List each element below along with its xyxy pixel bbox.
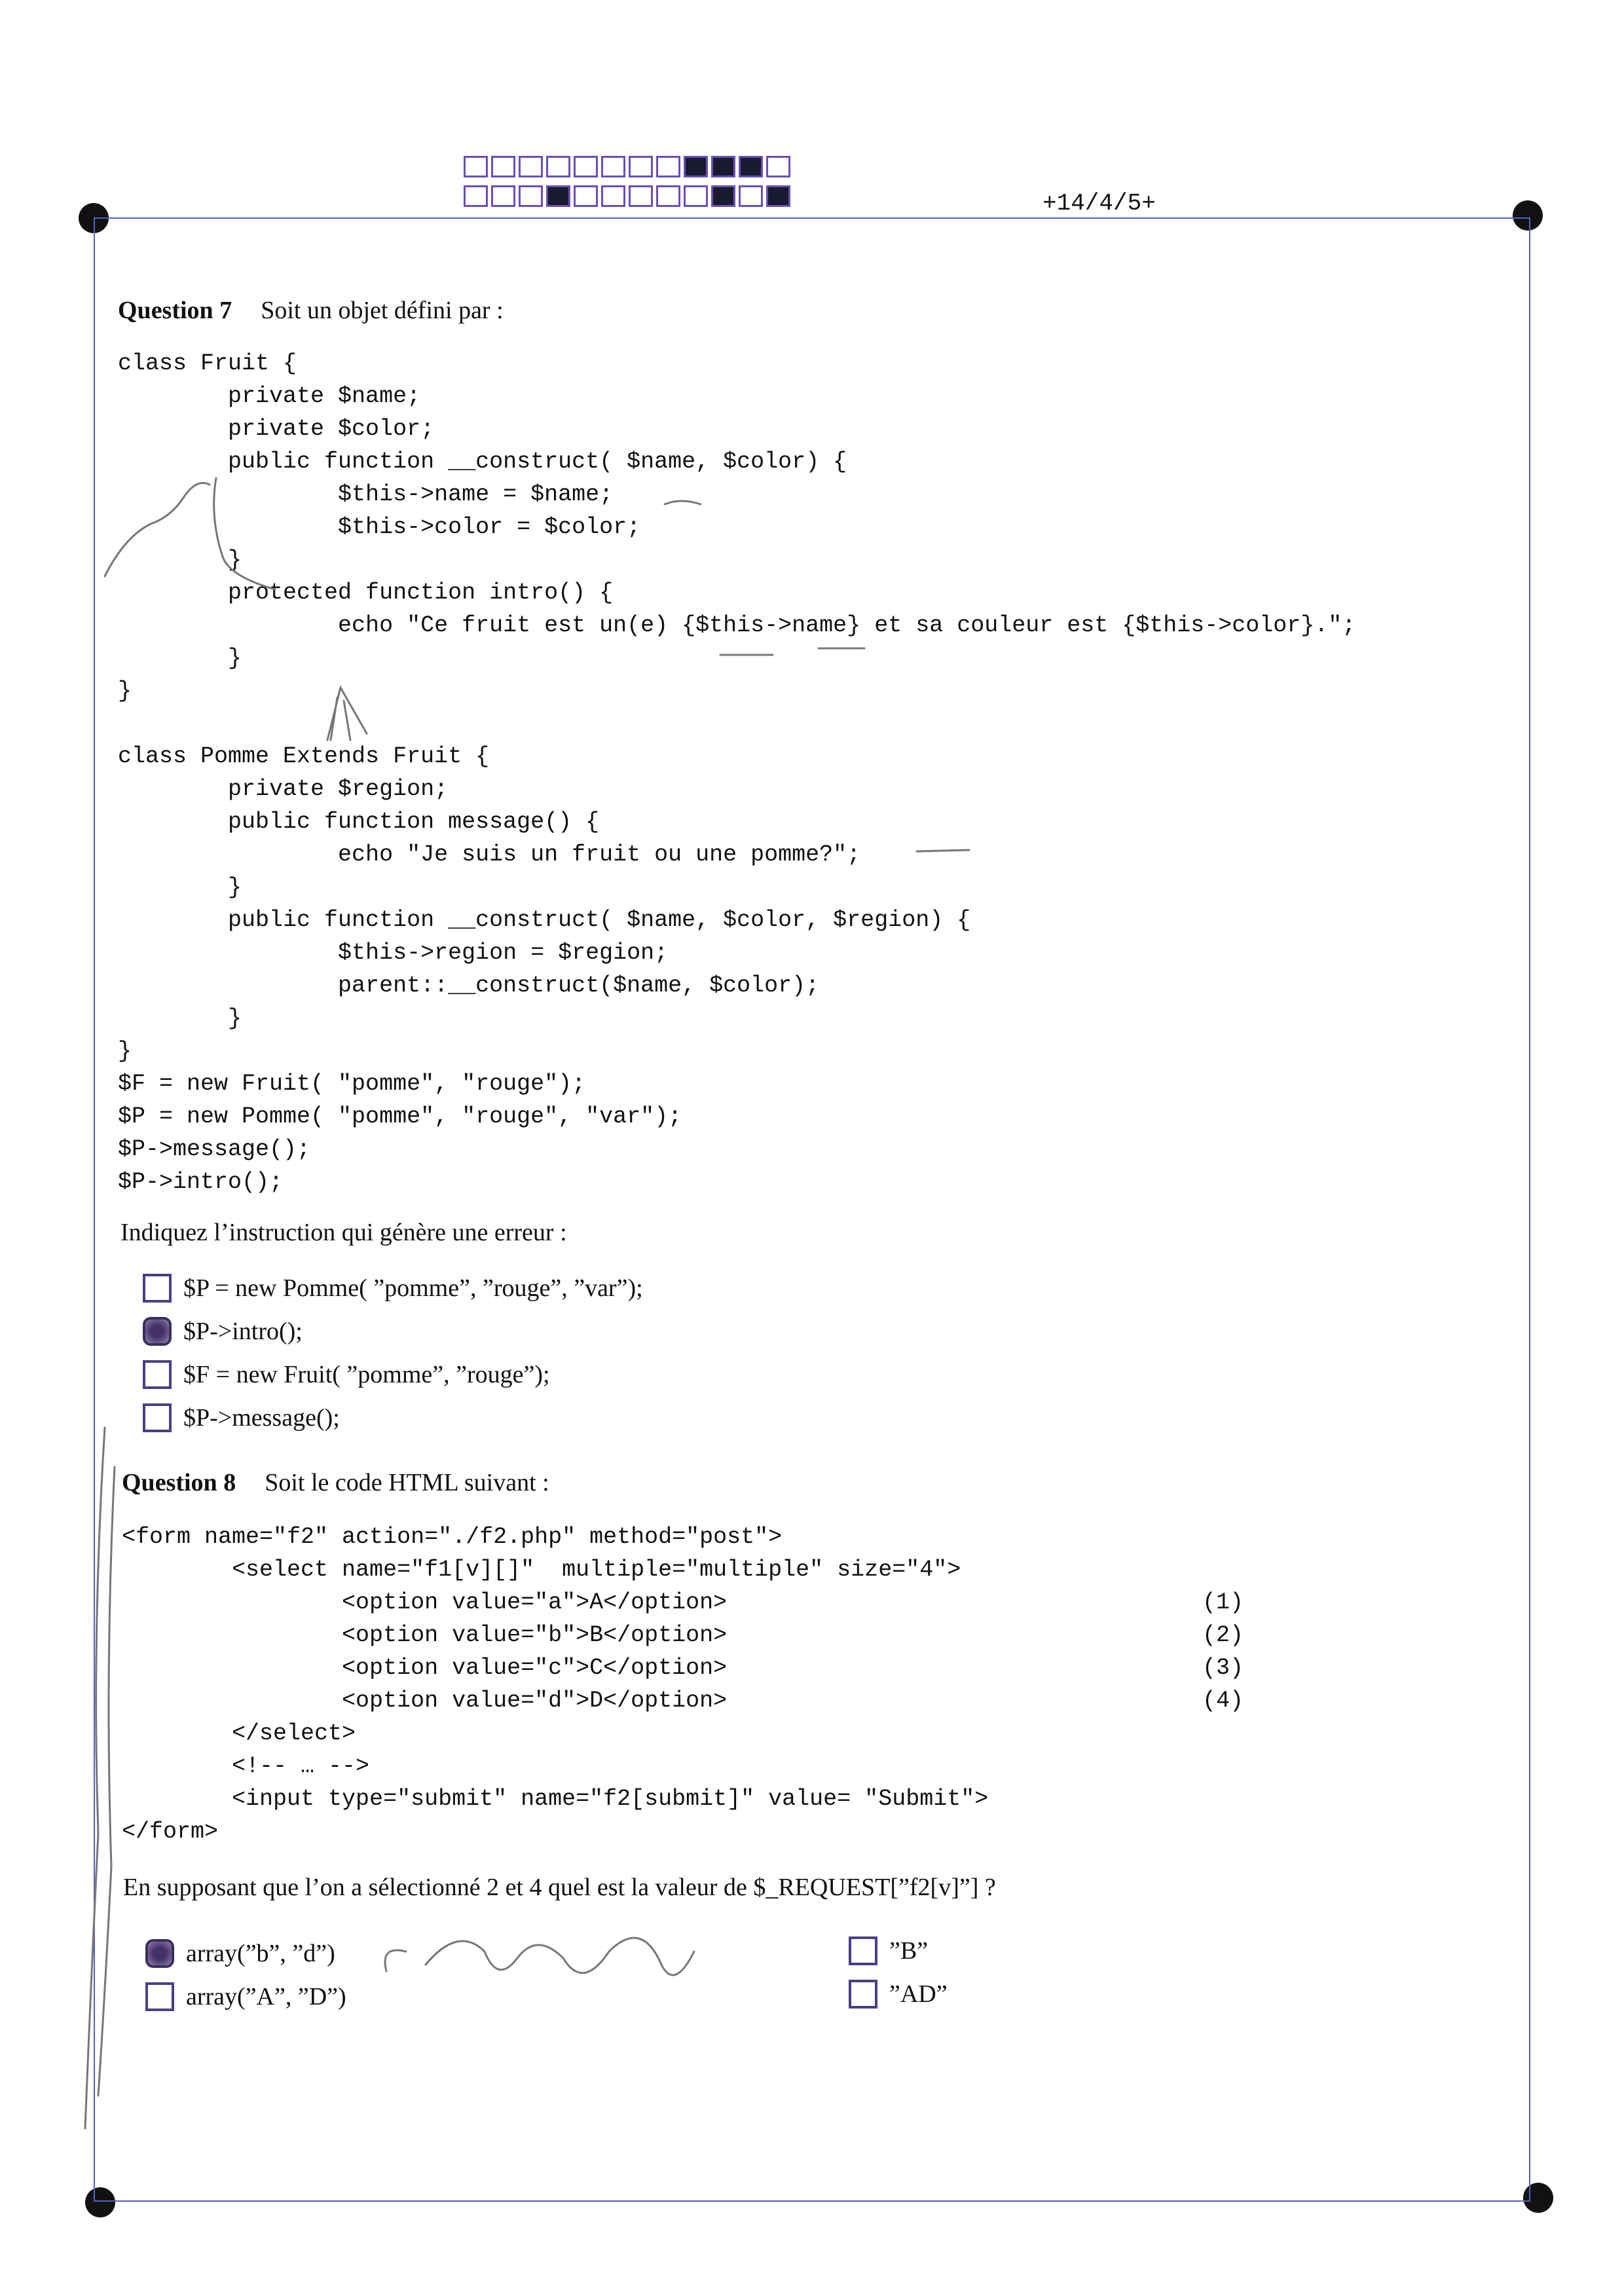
code-line: <select name="f1[v][]" multiple="multiple" size="4"> xyxy=(122,1557,961,1583)
option-label: $P->intro(); xyxy=(183,1318,303,1345)
checkbox-unchecked[interactable] xyxy=(849,1980,877,2009)
id-cell xyxy=(574,156,598,177)
question-8-header xyxy=(122,1468,549,1497)
question-8-title: Soit le code HTML suivant : xyxy=(265,1469,549,1496)
code-line: protected function intro() { xyxy=(118,580,614,606)
id-cell xyxy=(491,185,515,207)
code-line: $P->intro(); xyxy=(118,1169,284,1195)
code-line: public function __construct( $name, $color) { xyxy=(118,449,847,475)
answer-option[interactable] xyxy=(143,1267,643,1310)
checkbox-unchecked[interactable] xyxy=(143,1360,172,1389)
code-line: <option value="a">A</option> xyxy=(122,1589,728,1616)
checkbox-unchecked[interactable] xyxy=(143,1274,172,1303)
id-cell xyxy=(601,156,625,177)
code-line: $F = new Fruit( "pomme", "rouge"); xyxy=(118,1071,586,1097)
option-label: $F = new Fruit( ”pomme”, ”rouge”); xyxy=(183,1361,550,1388)
id-cell xyxy=(546,156,570,177)
code-line: parent::__construct($name, $color); xyxy=(118,972,820,999)
question-7-prompt: Indiquez l’instruction qui génère une erreur : xyxy=(120,1219,567,1246)
code-line: <option value="d">D</option> xyxy=(122,1688,728,1714)
line-number-label: (2) xyxy=(1202,1622,1244,1648)
id-cell xyxy=(491,156,515,177)
code-line: private $color; xyxy=(118,416,435,442)
id-cell xyxy=(711,185,735,207)
code-line: </select> xyxy=(122,1720,356,1747)
id-cell xyxy=(656,185,680,207)
line-number-label: (4) xyxy=(1202,1688,1244,1714)
code-line: } xyxy=(118,678,132,704)
option-label: $P = new Pomme( ”pomme”, ”rouge”, ”var”); xyxy=(183,1274,643,1302)
code-line: class Pomme Extends Fruit { xyxy=(118,743,490,769)
code-line: echo "Ce fruit est un(e) {$this->name} et sa couleur est {$this->color}."; xyxy=(118,612,1356,639)
id-cell xyxy=(629,156,653,177)
code-line: $P = new Pomme( "pomme", "rouge", "var"); xyxy=(118,1103,682,1130)
code-line: $this->region = $region; xyxy=(118,940,669,966)
code-line: <option value="c">C</option> xyxy=(122,1655,728,1681)
id-cell xyxy=(711,156,735,177)
id-cell xyxy=(546,185,570,207)
id-cell xyxy=(684,156,708,177)
id-cell xyxy=(684,185,708,207)
code-line: } xyxy=(118,645,242,671)
answer-option[interactable] xyxy=(143,1310,643,1353)
question-7-code xyxy=(118,347,1356,1198)
code-line: } xyxy=(118,547,242,573)
checkbox-unchecked[interactable] xyxy=(143,1403,172,1432)
answer-option[interactable] xyxy=(145,1932,346,1975)
option-label: ”AD” xyxy=(889,1980,948,2008)
question-8-options-left xyxy=(145,1932,346,2018)
question-8-prompt: En supposant que l’on a sélectionné 2 et 4 quel est la valeur de $_REQUEST[”f2[v]”] ? xyxy=(123,1874,996,1901)
page-code: +14/4/5+ xyxy=(1043,190,1156,217)
checkbox-unchecked[interactable] xyxy=(849,1936,877,1965)
line-number-label: (3) xyxy=(1202,1655,1244,1681)
checkbox-checked[interactable] xyxy=(145,1939,174,1968)
code-line xyxy=(118,707,1356,740)
question-7-title: Soit un objet défini par : xyxy=(261,297,504,324)
code-line: <input type="submit" name="f2[submit]" value= "Submit"> xyxy=(122,1786,989,1812)
code-line: } xyxy=(118,1005,242,1031)
code-line: <!-- … --> xyxy=(122,1753,370,1779)
question-7-label: Question 7 xyxy=(118,297,232,324)
code-line: <form name="f2" action="./f2.php" method="post"> xyxy=(122,1524,783,1550)
code-line: $P->message(); xyxy=(118,1136,311,1162)
code-line: echo "Je suis un fruit ou une pomme?"; xyxy=(118,842,861,868)
checkbox-unchecked[interactable] xyxy=(145,1982,174,2011)
code-line: $this->name = $name; xyxy=(118,481,614,508)
id-cell xyxy=(519,185,543,207)
checkbox-checked[interactable] xyxy=(143,1317,172,1346)
id-cell xyxy=(464,156,488,177)
id-cell xyxy=(766,185,790,207)
option-line-numbers xyxy=(1202,1586,1244,1717)
id-cell xyxy=(739,156,763,177)
option-label: array(”b”, ”d”) xyxy=(186,1940,335,1967)
question-8-code xyxy=(122,1521,988,1848)
answer-option[interactable] xyxy=(143,1396,643,1439)
answer-option[interactable] xyxy=(849,1972,948,2016)
answer-option[interactable] xyxy=(143,1353,643,1396)
question-8-options-right xyxy=(849,1929,948,2016)
question-8-label: Question 8 xyxy=(122,1469,236,1496)
question-7-header xyxy=(118,296,504,325)
code-line: } xyxy=(118,1038,132,1064)
line-number-label: (1) xyxy=(1202,1589,1244,1616)
id-row-1 xyxy=(464,156,794,177)
id-cell xyxy=(766,156,790,177)
id-row-2 xyxy=(464,185,794,207)
answer-option[interactable] xyxy=(849,1929,948,1972)
option-label: ”B” xyxy=(889,1937,929,1965)
option-label: $P->message(); xyxy=(183,1404,340,1432)
student-id-grid xyxy=(464,156,794,207)
option-label: array(”A”, ”D”) xyxy=(186,1983,346,2010)
id-cell xyxy=(464,185,488,207)
id-cell xyxy=(629,185,653,207)
code-line: private $region; xyxy=(118,776,449,802)
id-cell xyxy=(739,185,763,207)
code-line: class Fruit { xyxy=(118,350,297,377)
id-cell xyxy=(656,156,680,177)
question-7-options xyxy=(143,1267,643,1439)
code-line: <option value="b">B</option> xyxy=(122,1622,728,1648)
code-line: public function message() { xyxy=(118,809,600,835)
code-line: public function __construct( $name, $color, $region) { xyxy=(118,907,971,933)
code-line: } xyxy=(118,874,242,900)
id-cell xyxy=(574,185,598,207)
code-line: $this->color = $color; xyxy=(118,514,641,540)
id-cell xyxy=(519,156,543,177)
code-line: </form> xyxy=(122,1819,219,1845)
answer-option[interactable] xyxy=(145,1975,346,2018)
code-line: private $name; xyxy=(118,383,421,409)
id-cell xyxy=(601,185,625,207)
